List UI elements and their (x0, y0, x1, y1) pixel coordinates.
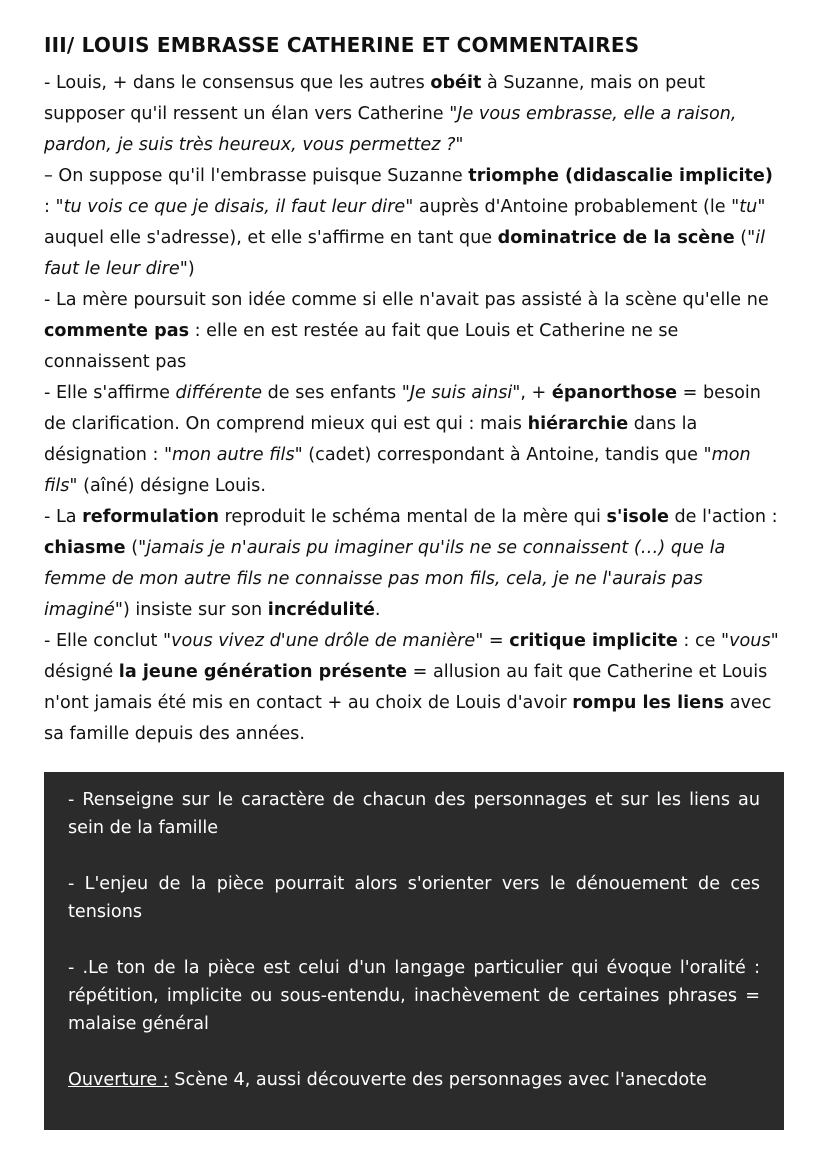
body-text: avec sa famille depuis des années. (44, 693, 772, 744)
bold-text: obéit (430, 73, 482, 93)
commentary-paragraph (44, 68, 784, 161)
bold-text: dominatrice de la scène (497, 228, 735, 248)
commentary-paragraph (44, 378, 784, 502)
body-text: : elle en est restée au fait que Louis et Catherine ne se connaissent pas (44, 321, 679, 372)
body-text: auquel elle s'adresse), et elle s'affirme en tant que (44, 228, 498, 248)
body-text: de ses enfants (262, 383, 402, 403)
body-text: , + (520, 383, 552, 403)
commentary-body (44, 68, 784, 750)
body-text: ) (187, 259, 195, 279)
body-text: . (374, 600, 381, 620)
quote-text: "tu" (731, 197, 766, 217)
bold-text: s'isole (606, 507, 669, 527)
quote-text: différente (175, 383, 263, 403)
bold-text: incrédulité (267, 600, 375, 620)
quote-text: "mon fils" (44, 445, 751, 496)
body-text: dans la désignation : (44, 414, 698, 465)
commentary-paragraph (44, 285, 784, 378)
summary-point: - .Le ton de la pièce est celui d'un langage particulier qui évoque l'oralité : répétition, implicite ou sous-entendu, inachèvement de certaines phrases = malaise général (68, 958, 760, 1034)
body-text: : (44, 197, 56, 217)
bold-text: chiasme (44, 538, 126, 558)
body-text: – On suppose qu'il l'embrasse puisque Suzanne (44, 166, 469, 186)
bold-text: triomphe (didascalie implicite) (468, 166, 773, 186)
body-text: (aîné) désigne Louis. (77, 476, 266, 496)
commentary-paragraph (44, 161, 784, 285)
document-page (44, 30, 784, 750)
section-title: III/ LOUIS EMBRASSE CATHERINE ET COMMENTAIRES (44, 33, 640, 57)
commentary-paragraph (44, 502, 784, 626)
quote-text: "vous vivez d'une drôle de manière" (163, 631, 484, 651)
body-text: (cadet) correspondant à Antoine, tandis que (302, 445, 704, 465)
bold-text: reformulation (82, 507, 219, 527)
body-text: - Elle conclut (44, 631, 164, 651)
body-text: - La (44, 507, 83, 527)
bold-text: épanorthose (551, 383, 678, 403)
body-text: - La mère poursuit son idée comme si elle n'avait pas assisté à la scène qu'elle ne (44, 290, 769, 310)
quote-text: "mon autre fils" (163, 445, 303, 465)
bold-text: commente pas (44, 321, 190, 341)
quote-text: "vous" (721, 631, 779, 651)
body-text: = allusion au fait que Catherine et Louis n'ont jamais été mis en contact + au choix de Louis d'avoir (44, 662, 768, 713)
body-text: = (483, 631, 510, 651)
bold-text: critique implicite (509, 631, 678, 651)
body-text: : ce (677, 631, 722, 651)
body-text: de l'action : (668, 507, 778, 527)
body-text: reproduit le schéma mental de la mère qui (218, 507, 607, 527)
body-text: auprès d'Antoine probablement (le (413, 197, 732, 217)
quote-text: "tu vois ce que je disais, il faut leur dire" (55, 197, 414, 217)
body-text: désigné (44, 662, 119, 682)
opening-text: Scène 4, aussi découverte des personnages avec l'anecdote (168, 1070, 707, 1090)
summary-point: - L'enjeu de la pièce pourrait alors s'orienter vers le dénouement de ces tensions (68, 874, 760, 922)
commentary-paragraph (44, 626, 784, 750)
body-text: ( (125, 538, 139, 558)
quote-text: "Je suis ainsi" (401, 383, 521, 403)
bold-text: rompu les liens (572, 693, 725, 713)
summary-box (44, 772, 784, 1130)
summary-point: - Renseigne sur le caractère de chacun des personnages et sur les liens au sein de la famille (68, 790, 760, 838)
body-text: - Louis, + dans le consensus que les autres (44, 73, 431, 93)
quote-text: "Je vous embrasse, elle a raison, pardon, je suis très heureux, vous permettez ?" (44, 104, 737, 155)
quote-text: "il faut le leur dire" (44, 228, 766, 279)
body-text: = besoin de clarification. On comprend mieux qui est qui : mais (44, 383, 761, 434)
body-text: ( (734, 228, 748, 248)
opening-label: Ouverture : (68, 1070, 169, 1090)
quote-text: "jamais je n'aurais pu imaginer qu'ils ne se connaissent (…) que la femme de mon autre fils ne connaisse pas mon fils, cela, je ne l'aurais pas imaginé" (44, 538, 726, 620)
bold-text: la jeune génération présente (118, 662, 408, 682)
opening-paragraph (68, 1066, 760, 1094)
bold-text: hiérarchie (527, 414, 629, 434)
body-text: ) insiste sur son (122, 600, 268, 620)
body-text: - Elle s'affirme (44, 383, 176, 403)
body-text: à Suzanne, mais on peut supposer qu'il ressent un élan vers Catherine (44, 73, 706, 124)
